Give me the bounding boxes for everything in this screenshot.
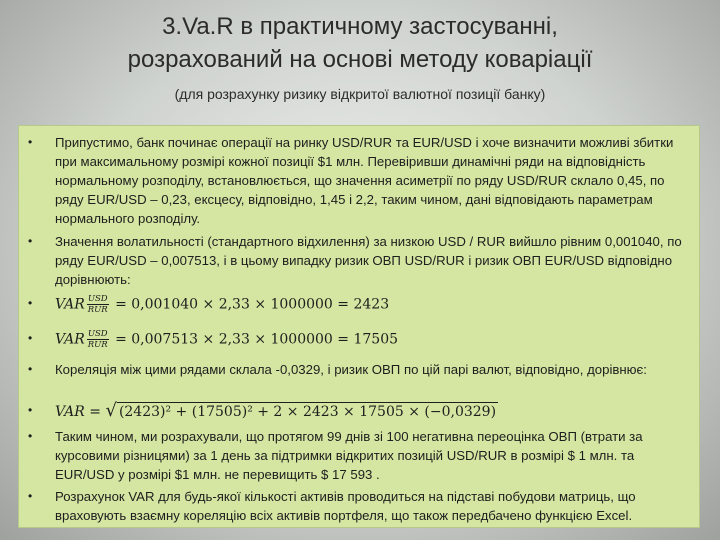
equals-sign: = bbox=[89, 404, 101, 420]
bullet-dot: • bbox=[28, 362, 33, 376]
formula-1 bbox=[55, 294, 687, 315]
bullet-dot: • bbox=[28, 331, 33, 345]
var-label: VAR bbox=[55, 331, 85, 348]
formula-2 bbox=[55, 329, 687, 350]
fraction-denominator: RUR bbox=[87, 340, 108, 350]
bullet-dot: • bbox=[28, 135, 33, 149]
fraction-numerator: USD bbox=[87, 329, 108, 339]
bullet-text: Припустимо, банк починає операції на ринку USD/RUR та EUR/USD і хоче визначити можливі збитки при максимальному розмірі кожної позиції $1 млн. Перевіривши динамічні ряди на відповідність нормальному розподілу, встановлюється, що значення асиметрії по ряду USD/RUR склало 0,45, по ряду EUR/USD – 0,23, ексцесу, відповідно, 1,45 і 2,2, таким чином, дані відповідають параметрам нормального розподілу. bbox=[55, 135, 674, 226]
slide-subtitle: (для розрахунку ризику відкритої валютної позиції банку) bbox=[174, 86, 546, 102]
fraction-numerator: USD bbox=[87, 294, 108, 304]
bullet-text: Значення волатильності (стандартного відхилення) за низкою USD / RUR вийшло рівним 0,001040, по ряду EUR/USD – 0,007513, і в цьому випадку ризик ОВП USD/RUR і ризик ОВП EUR/USD відповідно дорівнюють: bbox=[55, 234, 682, 287]
slide-title bbox=[0, 10, 720, 76]
bullet-text: Розрахунок VAR для будь-якої кількості активів проводиться на підставі побудови матриць, що враховують взаємну кореляцію всіх активів портфеля, що також передбачено функцією Excel. bbox=[55, 489, 636, 523]
fraction-denominator: RUR bbox=[87, 305, 108, 315]
content-box bbox=[18, 125, 700, 528]
fraction bbox=[87, 329, 109, 350]
title-line-1: 3.Va.R в практичному застосуванні, bbox=[162, 13, 558, 40]
formula-3 bbox=[55, 401, 687, 422]
bullet-dot: • bbox=[28, 403, 33, 417]
bullet-text: Таким чином, ми розрахували, що протягом 99 днів зі 100 негативна переоцінка ОВП (втрати за курсовими різницями) за 1 день за підтримки відкритих позицій USD/RUR в розмірі $ 1 млн. та EUR/USD у розмірі $1 млн. не перевищить $ 17 593 . bbox=[55, 429, 643, 482]
fraction bbox=[87, 294, 109, 315]
bullet-dot: • bbox=[28, 234, 33, 248]
title-line-2: розрахований на основі методу коваріації bbox=[127, 46, 593, 73]
bullet-dot: • bbox=[28, 429, 33, 443]
formula-expression: = 0,007513 × 2,33 × 1000000 = 17505 bbox=[115, 331, 399, 348]
bullet-dot: • bbox=[28, 296, 33, 310]
sqrt-symbol: √ bbox=[105, 400, 117, 421]
var-label: VAR bbox=[55, 296, 85, 313]
bullet-text: Кореляція між цими рядами склала -0,0329, і ризик ОВП по цій парі валют, відповідно, дорівнює: bbox=[55, 362, 647, 377]
var-label: VAR bbox=[55, 404, 85, 420]
formula-expression: = 0,001040 × 2,33 × 1000000 = 2423 bbox=[115, 296, 390, 313]
bullet-dot: • bbox=[28, 489, 33, 503]
sqrt-radicand: (2423)² + (17505)² + 2 × 2423 × 17505 × (−0,0329) bbox=[118, 404, 497, 420]
